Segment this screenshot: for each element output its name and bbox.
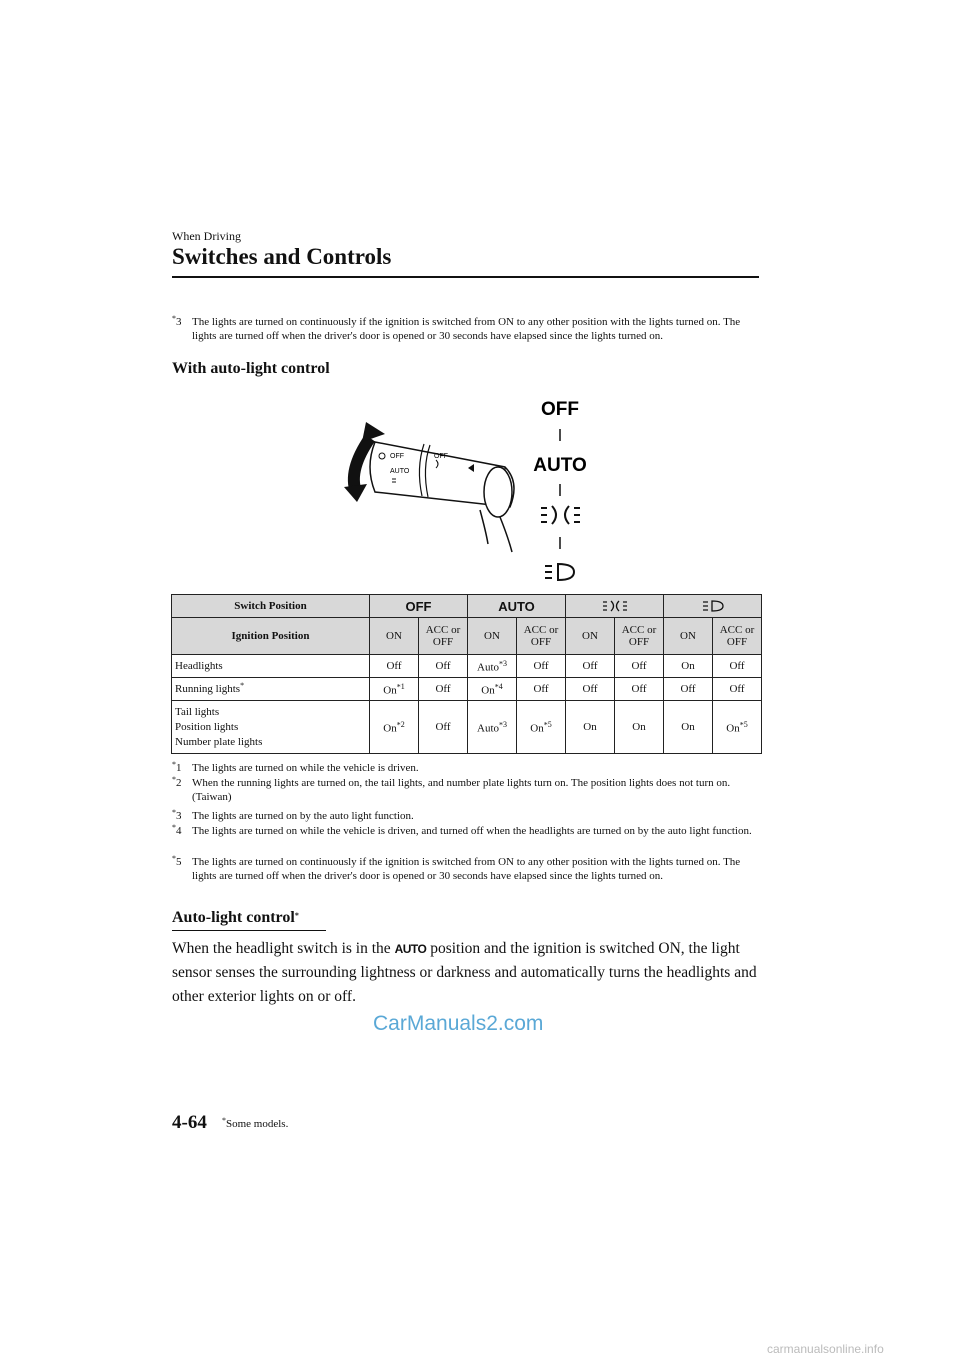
footnote-2: *2 When the running lights are turned on, the tail lights, and number plate lights turn on. The position lights does not turn on. (Taiwan): [172, 775, 731, 803]
body-paragraph: When the headlight switch is in the AUTO position and the ignition is switched ON, the light sensor senses the surrounding lightness or darkness and automatically turns the headlights and other exterior lights on or off.: [172, 940, 757, 1005]
section-heading-with-auto-light: With auto-light control: [172, 360, 330, 377]
table-cell: On$^{*5}$: [713, 701, 762, 754]
table-cell: On$^{*4}$: [468, 678, 517, 701]
table-cell: Off: [419, 701, 468, 754]
table-cell: Off: [615, 678, 664, 701]
headlight-on-icon: [702, 600, 724, 612]
auto-position-icon: AUTO: [394, 942, 427, 956]
page-number: 4-64: [172, 1112, 207, 1133]
table-cell: Off: [713, 655, 762, 678]
parking-light-icon: [541, 506, 580, 524]
table-cell: Auto$^{*3}$: [468, 655, 517, 678]
headlight-on-icon: [545, 564, 574, 580]
table-cell: On: [615, 701, 664, 754]
page-title: Switches and Controls: [172, 244, 392, 269]
headlight-switch-diagram: [330, 392, 600, 584]
table-cell: On$^{*1}$: [370, 678, 419, 701]
table-cell: Off: [615, 655, 664, 678]
ignition-cell: ACC or OFF: [615, 618, 664, 655]
footnote-1: *1 The lights are turned on while the vehicle is driven.: [172, 760, 419, 774]
table-cell: On$^{*5}$: [517, 701, 566, 754]
table-cell: On: [566, 701, 615, 754]
table-cell: Off: [664, 678, 713, 701]
some-models-note: *Some models.: [222, 1116, 289, 1130]
light-status-table: [171, 594, 762, 754]
ignition-cell: ACC or OFF: [713, 618, 762, 655]
row-label: Headlights: [172, 655, 370, 678]
lever-off-label: OFF: [390, 453, 404, 460]
position-off-label: OFF: [541, 399, 579, 420]
switch-col-parking: [566, 595, 664, 618]
table-row-switch-position: [172, 595, 762, 618]
section-heading-auto-light-control: Auto-light control*: [172, 909, 299, 926]
switch-col-headlight: [664, 595, 762, 618]
row-label: Running lights*: [172, 678, 370, 701]
table-cell: Off: [419, 655, 468, 678]
watermark-link[interactable]: CarManuals2.com: [373, 1012, 544, 1035]
position-auto-label: AUTO: [533, 455, 587, 476]
table-row-ignition-position: [172, 618, 762, 655]
site-footer-link[interactable]: carmanualsonline.info: [767, 1342, 884, 1356]
footnote-5: *5 The lights are turned on continuously if the ignition is switched from ON to any other position with the lights turned on. The lights are turned off when the driver's door is opened or 30 seconds have elapsed since the lights turned on.: [172, 854, 741, 882]
table-cell: Off: [713, 678, 762, 701]
table-cell: Off: [370, 655, 419, 678]
row-label: Tail lights Position lights Number plate lights: [172, 701, 370, 754]
table-row-headlights: [172, 655, 762, 678]
table-row-running-lights: [172, 678, 762, 701]
ignition-position-header: Ignition Position: [172, 618, 370, 655]
table-cell: Off: [566, 678, 615, 701]
top-footnote: *3 The lights are turned on continuously if the ignition is switched from ON to any other position with the lights turned on. The lights are turned off when the driver's door is opened or 30 seconds have elapsed since the lights turned on.: [172, 315, 762, 343]
switch-col-auto: AUTO: [468, 595, 566, 618]
table-cell: On$^{*2}$: [370, 701, 419, 754]
ignition-cell: ACC or OFF: [419, 618, 468, 655]
table-cell: Off: [566, 655, 615, 678]
ignition-cell: ACC or OFF: [517, 618, 566, 655]
lever-auto-label: AUTO: [390, 468, 410, 475]
ignition-cell: ON: [566, 618, 615, 655]
switch-col-off: OFF: [370, 595, 468, 618]
heading-underline: [172, 930, 326, 931]
table-cell: Off: [419, 678, 468, 701]
ignition-cell: ON: [664, 618, 713, 655]
table-cell: On: [664, 655, 713, 678]
ignition-cell: ON: [370, 618, 419, 655]
section-label: When Driving: [172, 229, 241, 243]
lever-off2-label: OFF: [434, 453, 448, 460]
table-cell: Off: [517, 678, 566, 701]
ignition-cell: ON: [468, 618, 517, 655]
footnote-4: *4 The lights are turned on while the vehicle is driven, and turned off when the headlights are turned on by the auto light function.: [172, 823, 752, 837]
switch-position-header: Switch Position: [172, 595, 370, 618]
header-rule: [172, 276, 759, 278]
table-cell: Auto$^{*3}$: [468, 701, 517, 754]
parking-light-icon: [602, 600, 628, 612]
table-cell: Off: [517, 655, 566, 678]
table-cell: On: [664, 701, 713, 754]
footnote-3: *3 The lights are turned on by the auto light function.: [172, 808, 414, 822]
table-row-tail-position-number-plate: [172, 701, 762, 754]
top-footnote-text: The lights are turned on continuously if the ignition is switched from ON to any other position with the lights turned on. The lights are turned off when the driver's door is opened or 30 seconds have elapsed since the lights turned on.: [192, 316, 741, 342]
